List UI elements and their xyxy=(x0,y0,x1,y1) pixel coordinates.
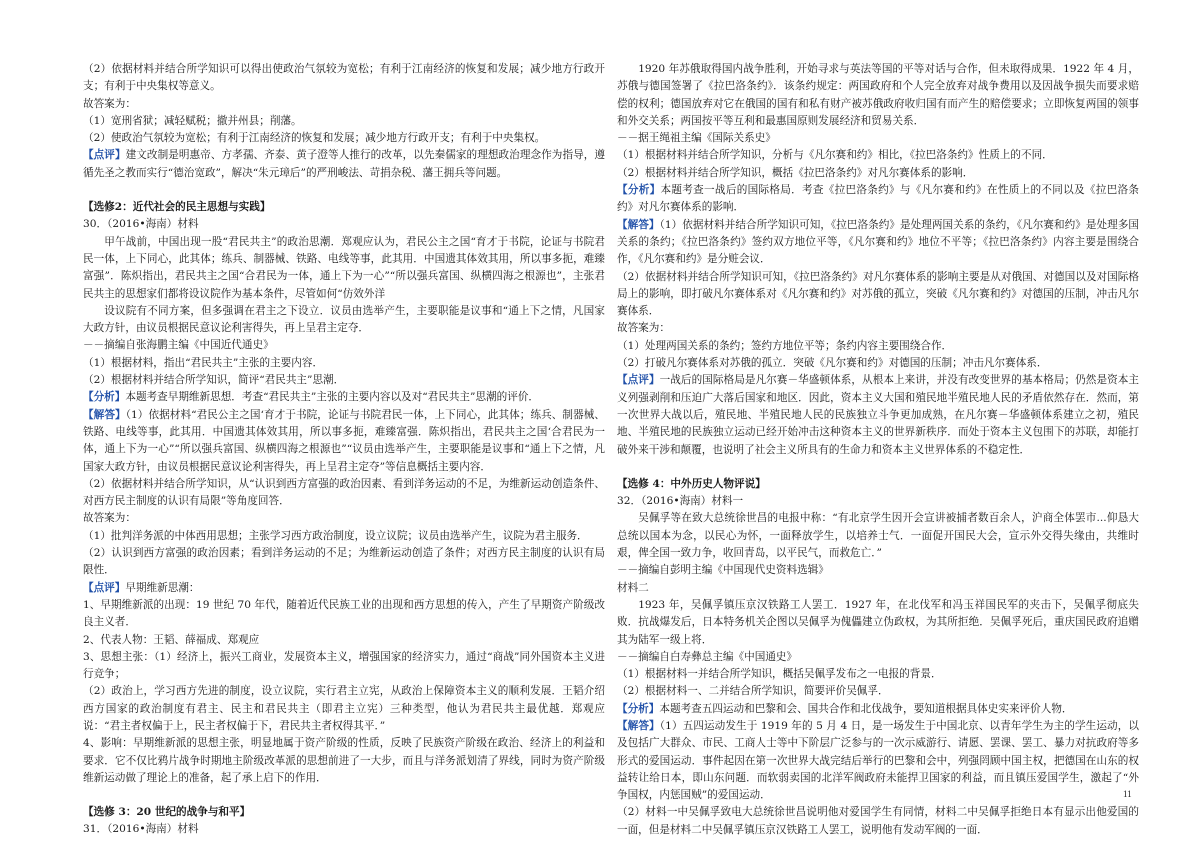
question-item: （1）根据材料并结合所学知识，分析与《凡尔赛和约》相比，《拉巴洛条约》性质上的不同． xyxy=(617,149,1053,162)
section-heading: 【选修2：近代社会的民主思想与实践】 xyxy=(83,201,271,214)
analysis-tag: 【分析】 xyxy=(83,391,126,404)
comment-text: 一战后的国际格局是凡尔赛－华盛顿体系，从根本上来讲，并没有改变世界的基本格局；仍然是资本主义列强剥削和压迫广大落后国家和地区．因此，资本主义大国和殖民地半殖民地人民的矛盾依然存在．然而，第一次世界大战以后，殖民地、半殖民地人民的民族独立斗争更加成熟，在凡尔赛－华盛顿体系建立之初，殖民地、半殖民地的民族独立运动已经开始冲击这种资本主义的世界新秩序．而处于资本主义包围下的苏联，却能打破外来干涉和颠覆，也说明了社会主义所具有的生命力和资本主义世界体系的不稳定性． xyxy=(617,374,1140,456)
answer-tag: 【解答】 xyxy=(617,218,660,231)
paragraph: （2）打破凡尔赛体系对苏俄的孤立．突破《凡尔赛和约》对德国的压制；冲击凡尔赛体系． xyxy=(617,357,1048,370)
analysis-text: 本题考查早期维新思想．考查“君民共主”主张的主要内容以及对“君民共主”思潮的评价． xyxy=(125,391,540,404)
question-number: 32．（2016•海南）材料一 xyxy=(617,495,744,508)
paragraph: 4、影响：早期维新派的思想主张，明显地属于资产阶级的性质，反映了民族资产阶级在政治、经济上的利益和要求．它不仅比鸦片战争时期地主阶级改革派的思想前进了一大步，而且与洋务派划清了界线，同时为资产阶级维新运动做了理论上的准备，起了承上启下的作用． xyxy=(83,737,605,784)
comment-paragraph xyxy=(83,580,605,597)
paragraph: 故答案为： xyxy=(83,97,136,110)
source-citation: －－摘编自彭明主编《中国现代史资料选辑》 xyxy=(617,564,829,577)
analysis-paragraph xyxy=(83,389,605,406)
paragraph: （1）处理两国关系的条约；签约方地位平等；条约内容主要围绕合作． xyxy=(617,339,953,352)
analysis-text: 本题考查五四运动和巴黎和会、国共合作和北伐战争，要知道根据具体史实来评价人物． xyxy=(659,702,1073,715)
paragraph: （2）认识到西方富强的政治因素；看到洋务运动的不足；为维新运动创造了条件；对西方民主制度的认识有局限性． xyxy=(83,547,605,577)
paragraph: （2）使政治气氛较为宽松；有利于江南经济的恢复和发展；减少地方行政开支；有利于中央集权。 xyxy=(83,132,546,145)
source-citation: －－摘编自张海鹏主编《中国近代通史》 xyxy=(83,339,274,352)
analysis-paragraph xyxy=(617,701,1139,718)
paragraph: （2）依据材料并结合所学知识，从“认识到西方富强的政治因素、看到洋务运动的不足，为维新运动创造条件、对西方民主制度的认识有局限”等角度回答． xyxy=(83,477,605,508)
analysis-paragraph xyxy=(617,182,1139,217)
question-item: （1）根据材料，指出“君民共主”主张的主要内容． xyxy=(83,356,324,369)
paragraph: （1）宽刑省狱；减轻赋税；撤并州县；削藩。 xyxy=(83,114,302,127)
comment-text: 早期维新思潮： xyxy=(125,581,200,594)
question-number: 30．（2016•海南）材料 xyxy=(83,218,199,231)
answer-paragraph xyxy=(83,407,605,476)
comment-paragraph xyxy=(617,372,1139,458)
paragraph: （2）依据材料并结合所学知识可知，《拉巴洛条约》对凡尔赛体系的影响主要是从对俄国、对德国以及对国际格局上的影响，即打破凡尔赛体系对《凡尔赛和约》对苏俄的孤立，突破《凡尔赛和约》对德国的压制，冲击凡尔赛体系． xyxy=(617,270,1139,318)
paragraph: 故答案为： xyxy=(617,322,670,335)
comment-tag: 【点评】 xyxy=(83,149,126,162)
question-item: （1）根据材料一并结合所学知识，概括吴佩孚发布之一电报的背景． xyxy=(617,668,942,681)
answer-text: （1）五四运动发生于 1919 年的 5 月 4 日，是一场发生于中国北京、以青年学生为主的学生运动，以及包括广大群众、市民、工商人士等中下阶层广泛参与的一次示威游行、请愿、罢课、罢工、暴力对抗政府等多形式的爱国运动．事件起因在第一次世界大战完结后举行的巴黎和会中，列强罔顾中国主权，把德国在山东的权益转让给日本，即山东问题．而软弱卖国的北洋军阀政府未能捍卫国家的利益，而且镇压爱国学生，激起了“外争国权，内惩国贼”的爱国运动． xyxy=(617,719,1139,802)
comment-paragraph xyxy=(83,147,605,182)
answer-paragraph xyxy=(617,718,1139,804)
material-paragraph: 1920 年苏俄取得国内战争胜利，开始寻求与英法等国的平等对话与合作，但未取得成果．1922 年 4 月，苏俄与德国签署了《拉巴洛条约》．该条约规定：两国政府和个人完全放弃对战争费用以及因战争损失而要求赔偿的权利；德国放弃对它在俄国的国有和私有财产被苏俄政府收归国有而产生的赔偿要求；立即恢复两国的领事和外交关系；两国按平等互利和最惠国原则发展经济和贸易关系． xyxy=(617,63,1139,127)
question-item: （2）根据材料并结合所学知识，简评“君民共主”思潮． xyxy=(83,374,345,387)
left-column xyxy=(83,61,605,839)
paragraph: 故答案为： xyxy=(83,512,136,525)
answer-paragraph xyxy=(617,217,1139,269)
answer-text: （1）依据材料并结合所学知识可知，《拉巴洛条约》是处理两国关系的条约，《凡尔赛和约》是处理多国关系的条约；《拉巴洛条约》签约双方地位平等，《凡尔赛和约》地位不平等；《拉巴洛条约》内容主要是围绕合作，《凡尔赛和约》是分赃会议． xyxy=(617,218,1139,266)
material-paragraph: 吴佩孚等在致大总统徐世昌的电报中称：“有北京学生因开会宣讲被捕者数百余人，沪商全体罢市...仰恳大总统以国本为念，以民心为怀，一面释放学生，以培养士气．一面促开国民大会，宣示外交得失缘由，共维时艰，俾全国一致力争，收回青岛，以平民气，而救危亡．” xyxy=(617,512,1139,560)
comment-tag: 【点评】 xyxy=(617,374,660,387)
source-citation: －－据王绳祖主编《国际关系史》 xyxy=(617,132,776,145)
paragraph: 3、思想主张：（1）经济上，振兴工商业，发展资本主义，增强国家的经济实力，通过“商战”同外国资本主义进行竞争； xyxy=(83,650,605,681)
question-number: 31．（2016•海南）材料 xyxy=(83,823,199,836)
paragraph: （1）批判洋务派的中体西用思想；主张学习西方政治制度，设立议院；议员由选举产生，议院为君主服务． xyxy=(83,529,588,542)
paragraph: （2）依据材料并结合所学知识可以得出使政治气氛较为宽松；有利于江南经济的恢复和发展；减少地方行政开支；有利于中央集权等意义。 xyxy=(83,63,605,93)
answer-text: （1）依据材料“君民公主之国‘育才于书院，论证与书院君民一体，上下同心，此其体；练兵、制器械、铁路、电线等事，此其用．中国遗其体效其用，所以事多扼，难臻富强．陈炽指出，君民共主之国‘合君民为一体，通上下为一心”“所以强兵富国、纵横四海之根源也”“议员由选举产生，主要职能是议事和“通上下之情，凡国家大政方针，由议员根据民意议论利害得失，再上呈君主定夺”等信息概括主要内容． xyxy=(83,408,605,473)
question-item: （2）根据材料一、二并结合所学知识，简要评价吴佩孚． xyxy=(617,685,889,698)
section-heading: 【选修 4：中外历史人物评说】 xyxy=(617,477,766,490)
analysis-tag: 【分析】 xyxy=(617,702,660,715)
comment-text: 建文改制是明惠帝、方孝孺、齐泰、黄子澄等人推行的改革，以先秦儒家的理想政治理念作为指导，遵循先圣之教而实行“德治宽政”，解决“朱元璋后”的严刑峻法、苛捐杂税、藩王拥兵等问题。 xyxy=(83,149,606,179)
section-heading: 【选修 3：20 世纪的战争与和平】 xyxy=(83,806,251,819)
question-item: （2）根据材料并结合所学知识，概括《拉巴洛条约》对凡尔赛体系的影响． xyxy=(617,166,974,179)
paragraph: （2）政治上，学习西方先进的制度，设立议院，实行君主立宪，从政治上保障资本主义的顺利发展．王韬介绍西方国家的政治制度有君主、民主和君民共主（即君主立宪）三种类型，他认为君民共主最优越．郑观应说：“君主者权偏于上，民主者权偏于下，君民共主者权得其平．” xyxy=(83,685,605,732)
analysis-text: 本题考查一战后的国际格局．考查《拉巴洛条约》与《凡尔赛和约》在性质上的不同以及《拉巴洛条约》对凡尔赛体系的影响． xyxy=(617,184,1140,214)
material-paragraph: 设议院有不同方案，但多强调在君主之下设立．议员由选举产生，主要职能是议事和“通上下之情，凡国家大政方针，由议员根据民意议论利害得失，再上呈君主定夺． xyxy=(83,304,605,335)
material-label: 材料二 xyxy=(617,581,649,594)
paragraph: 1、早期维新派的出现：19 世纪 70 年代，随着近代民族工业的出现和西方思想的传入，产生了早期资产阶级改良主义者． xyxy=(83,598,605,629)
answer-tag: 【解答】 xyxy=(617,719,660,732)
material-paragraph: 1923 年，吴佩孚镇压京汉铁路工人罢工．1927 年，在北伐军和冯玉祥国民军的夹击下，吴佩孚彻底失败．抗战爆发后，日本特务机关企图以吴佩孚为傀儡建立伪政权，为其所拒绝．吴佩孚死后，重庆国民政府追赠其为陆军一级上将． xyxy=(617,598,1139,646)
comment-tag: 【点评】 xyxy=(83,581,126,594)
source-citation: －－摘编自白寿彝总主编《中国通史》 xyxy=(617,650,798,663)
answer-tag: 【解答】 xyxy=(83,408,126,421)
right-column xyxy=(617,61,1139,839)
analysis-tag: 【分析】 xyxy=(617,184,661,197)
page-number: 11 xyxy=(1123,789,1132,799)
material-paragraph: 甲午战前，中国出现一股“君民共主”的政治思潮．郑观应认为，君民公主之国“育才于书院，论证与书院君民一体，上下同心，此其体；练兵、制器械、铁路、电线等事，此其用．中国遗其体效其用，所以事多扼，难臻富强”．陈炽指出，君民共主之国“合君民为一体，通上下为一心”“所以强兵富国、纵横四海之根源也”，主张君民共主的思想家们都将设议院作为基本条件，尽管如何“仿效外洋 xyxy=(83,235,605,300)
paragraph: 2、代表人物：王韬、薛福成、郑观应 xyxy=(83,633,260,646)
paragraph: （2）材料一中吴佩孚致电大总统徐世昌说明他对爱国学生有同情，材料二中吴佩孚拒绝日本有显示出他爱国的一面，但是材料二中吴佩孚镇压京汉铁路工人罢工，说明他有发动军阀的一面． xyxy=(617,806,1139,836)
